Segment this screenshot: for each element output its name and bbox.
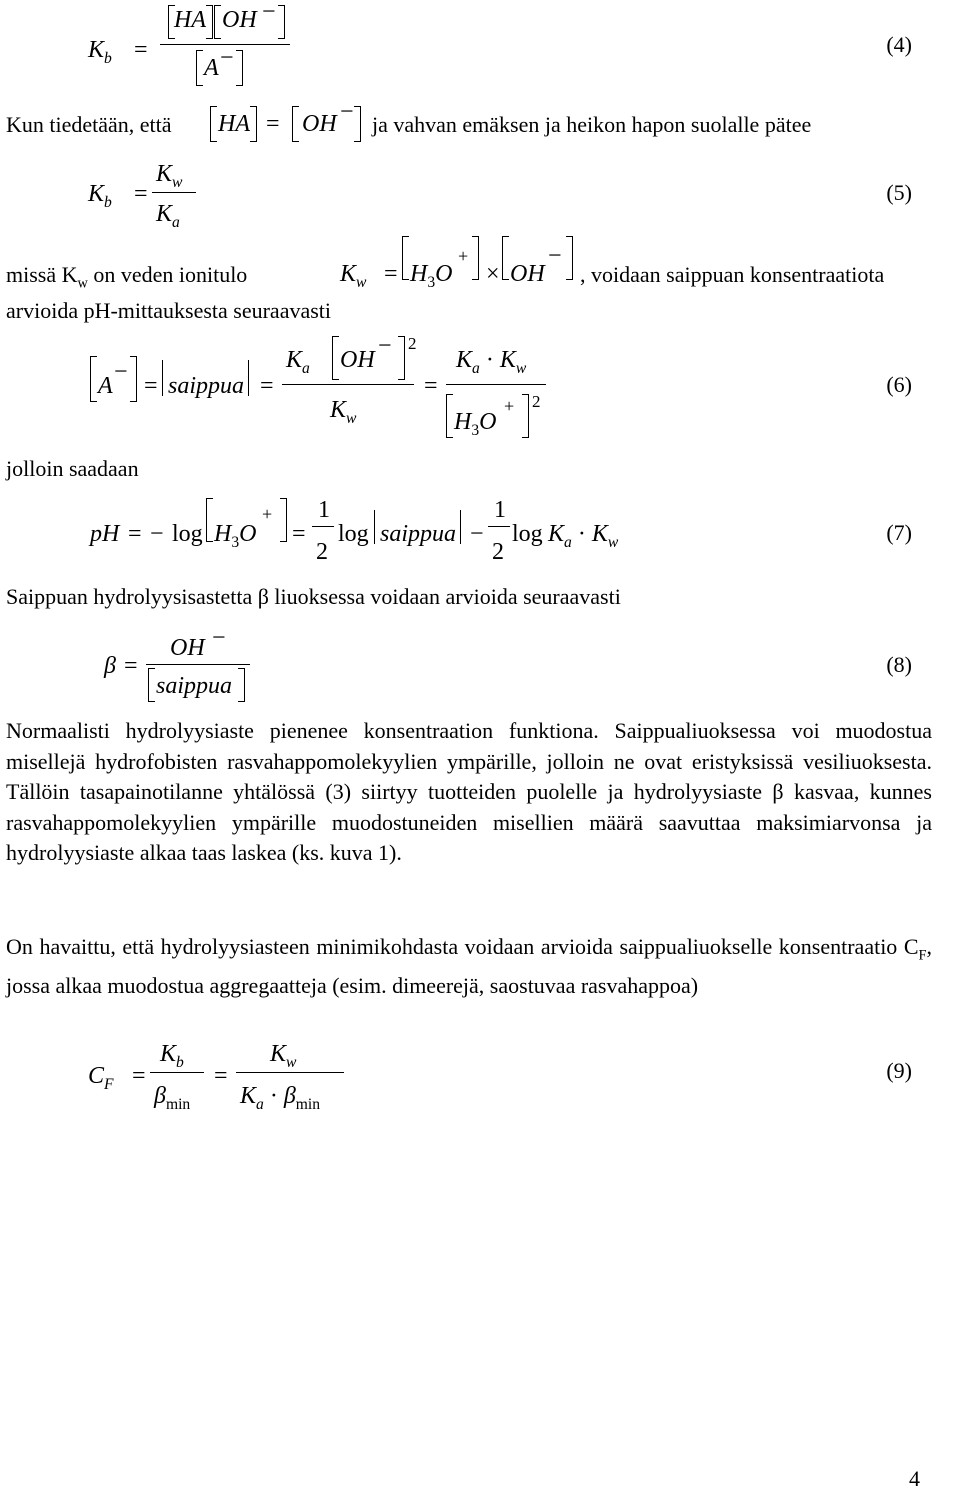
eq5-number: (5) bbox=[886, 180, 912, 205]
text-kun-end: ja vahvan emäksen ja heikon hapon suolalle pätee bbox=[372, 112, 812, 137]
text-kun-start: Kun tiedetään, että bbox=[6, 112, 172, 137]
eq9-number: (9) bbox=[886, 1058, 912, 1083]
paragraph-normaalisti: Normaalisti hydrolyysiaste pienenee konsentraation funktiona. Saippualiuoksessa voi muodostua misellejä hydrofobisten rasvahappomolekyylien ympärille, jolloin ne ovat eristyksissä vesiliuoksesta. Tällöin tasapainotilanne yhtälössä (3) siirtyy tuotteiden puolelle ja hydrolyysiaste β kasvaa, kunnes rasvahappomolekyylien ympärille muodostuneiden misellien määrä saavuttaa maksimiarvonsa ja hydrolyysiaste alkaa taas laskea (ks. kuva 1). bbox=[6, 718, 932, 866]
eq4-lhs: $K_b$ bbox=[88, 37, 112, 67]
text-saippuan: Saippuan hydrolyysisastetta β liuoksessa voidaan arvioida seuraavasti bbox=[6, 584, 621, 609]
text-jolloin: jolloin saadaan bbox=[6, 456, 139, 481]
page-number: 4 bbox=[909, 1466, 920, 1491]
text-missa-end: , voidaan saippuan konsentraatiota bbox=[580, 262, 885, 287]
eq7-number: (7) bbox=[886, 520, 912, 545]
paragraph-havaittu: On havaittu, että hydrolyysiasteen minimikohdasta voidaan arvioida saippualiuokselle konsentraatio $C_F$, jossa alkaa muodostua aggregaatteja (esim. dimeerejä, saostuvaa rasvahappoa) bbox=[6, 934, 932, 998]
text-missa: missä $K_w$ on veden ionitulo bbox=[6, 262, 248, 292]
document-page: $K_b$ = HA OH − A − (4) Kun tiedetään, että HA = OH − ja vahvan emäksen ja heikon hapon suolalle pätee $K_b$ = $K_w$ $K_a$ (5) missä $K_w$ on veden ionitulo $K_w$ = $H_3O$ + × OH − , voidaan saippuan konsentraatiota arvioida pH-mittauksesta seuraavasti A − = saippua = $K_a$ OH − 2 $K_w$ = $K_a \cdot K_w$ $H_3O$ + 2 (6) jolloin saadaan pH = − log $H_3O$ + = 1 2 log saippua − 1 2 log $K_a \cdot K_w$ (7) Saippuan hydrolyysisastetta β liuoksessa voidaan arvioida seuraavasti β = OH − saippua (8) Normaalisti hydrolyysiaste pienenee konsentraation funktiona. Saippualiuoksessa voi muodostua misellejä hydrofobisten rasvahappomolekyylien ympärille, jolloin ne ovat eristyksissä vesiliuoksesta. Tällöin tasapainotilanne yhtälössä (3) siirtyy tuotteiden puolelle ja hydrolyysiaste β kasvaa, kunnes rasvahappomolekyylien ympärille muodostuneiden misellien määrä saavuttaa maksimiarvonsa ja hydrolyysiaste alkaa taas laskea (ks. kuva 1). On havaittu, että hydrolyysiasteen minimikohdasta voidaan arvioida saippualiuokselle konsentraatio $C_F$, jossa alkaa muodostua aggregaatteja (esim. dimeerejä, saostuvaa rasvahappoa) $C_F$ = $K_b$ $\beta_{min}$ = $K_w$ $K_a \cdot \beta_{min}$ (9) 4 bbox=[6, 0, 932, 1491]
eq4-number: (4) bbox=[886, 32, 912, 57]
eq6-number: (6) bbox=[886, 372, 912, 397]
text-arvioida: arvioida pH-mittauksesta seuraavasti bbox=[6, 298, 332, 323]
eq8-number: (8) bbox=[886, 652, 912, 677]
